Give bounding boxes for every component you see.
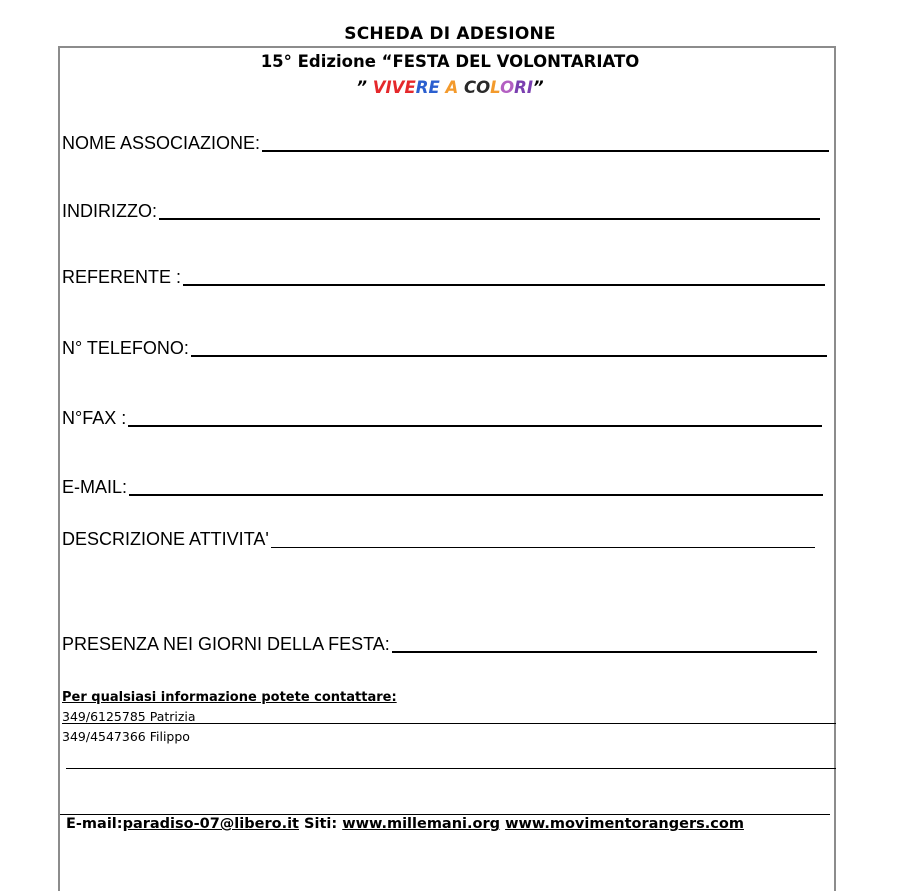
motto-letter: R bbox=[514, 78, 527, 97]
footer-contacts bbox=[66, 816, 744, 832]
address-line[interactable] bbox=[159, 218, 820, 220]
phone-line[interactable] bbox=[191, 355, 827, 357]
motto-letter: I bbox=[385, 78, 392, 97]
footer-email-link[interactable]: paradiso-07@libero.it bbox=[122, 816, 299, 832]
blank-rule-1 bbox=[66, 768, 836, 769]
contact-rule-1 bbox=[62, 723, 836, 724]
event-motto bbox=[0, 78, 900, 97]
motto-letter: O bbox=[500, 78, 515, 97]
motto-letter: I bbox=[526, 78, 533, 97]
activity-line[interactable] bbox=[271, 547, 815, 548]
footer-site-millemani[interactable]: www.millemani.org bbox=[342, 816, 501, 832]
contact-patrizia: 349/6125785 Patrizia bbox=[62, 709, 196, 724]
motto-letter: R bbox=[415, 78, 429, 97]
motto-letter: E bbox=[404, 78, 416, 97]
address-field[interactable] bbox=[62, 196, 820, 222]
contact-filippo: 349/4547366 Filippo bbox=[62, 729, 190, 744]
motto-letter: A bbox=[445, 78, 459, 97]
email-label: E-MAIL: bbox=[62, 477, 128, 497]
activity-label: DESCRIZIONE ATTIVITA' bbox=[62, 529, 269, 549]
presence-label: PRESENZA NEI GIORNI DELLA FESTA: bbox=[62, 634, 390, 654]
footer-site-movimentorangers[interactable]: www.movimentorangers.com bbox=[505, 816, 744, 832]
footer-email-label: E-mail: bbox=[66, 816, 123, 832]
edition-subtitle: 15° Edizione “FESTA DEL VOLONTARIATO bbox=[260, 52, 640, 71]
fax-label: N°FAX : bbox=[62, 408, 127, 428]
association-field[interactable] bbox=[62, 128, 829, 154]
email-line[interactable] bbox=[129, 494, 823, 496]
activity-field[interactable] bbox=[62, 524, 815, 550]
contact-heading: Per qualsiasi informazione potete contattare: bbox=[62, 690, 397, 705]
fax-field[interactable] bbox=[62, 403, 822, 429]
contact-person-label: REFERENTE : bbox=[62, 267, 182, 287]
motto-letter: V bbox=[372, 78, 386, 97]
motto-text bbox=[373, 78, 533, 97]
email-field[interactable] bbox=[62, 472, 823, 498]
address-label: INDIRIZZO: bbox=[62, 201, 157, 221]
motto-letter: V bbox=[391, 78, 405, 97]
presence-line[interactable] bbox=[392, 651, 817, 653]
blank-rule-2 bbox=[60, 814, 830, 815]
form-frame bbox=[58, 46, 836, 891]
motto-close-quote: ” bbox=[532, 78, 544, 97]
fax-line[interactable] bbox=[128, 425, 822, 427]
motto-letter: L bbox=[490, 78, 501, 97]
motto-letter: E bbox=[428, 78, 440, 97]
form-title: SCHEDA DI ADESIONE bbox=[344, 24, 556, 44]
motto-letter: C bbox=[464, 78, 477, 97]
association-label: NOME ASSOCIAZIONE: bbox=[62, 133, 261, 153]
presence-field[interactable] bbox=[62, 629, 817, 655]
contact-person-field[interactable] bbox=[62, 262, 825, 288]
motto-letter: O bbox=[476, 78, 491, 97]
phone-field[interactable] bbox=[62, 333, 827, 359]
contact-person-line[interactable] bbox=[183, 284, 825, 286]
motto-open-quote: ” bbox=[356, 78, 373, 97]
association-line[interactable] bbox=[262, 150, 829, 152]
phone-label: N° TELEFONO: bbox=[62, 338, 189, 358]
footer-sites-label: Siti: bbox=[298, 816, 343, 832]
